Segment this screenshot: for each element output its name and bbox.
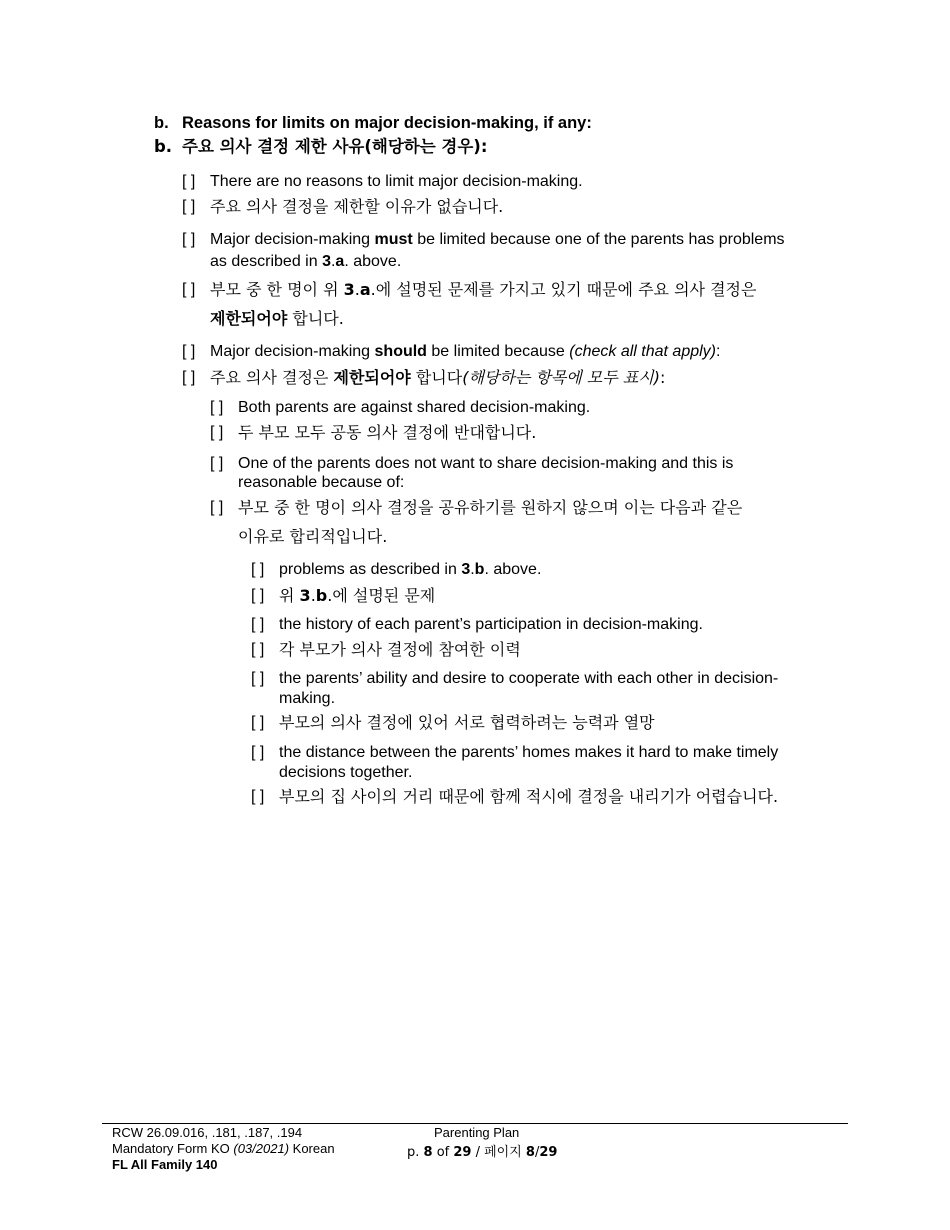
checkbox-problems-en[interactable]: [ ] [251,561,265,578]
reason-history-en: the history of each parent’s participation in decision-making. [279,616,703,633]
option-should-en [210,342,720,362]
sub-option-both-ko: 두 부모 모두 공동 의사 결정에 반대합니다. [238,423,537,442]
reason-ability-ko: 부모의 의사 결정에 있어 서로 협력하려는 능력과 열망 [279,713,655,732]
instruction-italic: (check all that apply) [569,343,716,360]
reason-distance-ko: 부모의 집 사이의 거리 때문에 함께 적시에 결정을 내리기가 어렵습니다. [279,787,779,806]
sub-option-both-en: Both parents are against shared decision-making. [238,399,591,416]
text: of [432,1145,454,1160]
footer-form-id: FL All Family 140 [112,1157,218,1172]
sub-option-one-en-line1: One of the parents does not want to share decision-making and this is [238,455,734,472]
text: be limited because one of the parents has problems [412,231,785,248]
text: as described in [210,253,323,270]
checkbox-both-ko[interactable]: [ ] [210,424,224,441]
text: .에 설명된 문제 [327,586,436,605]
text: 합니다 [410,368,463,387]
option-no-reasons-en: There are no reasons to limit major decision-making. [210,173,583,190]
checkbox-both-en[interactable]: [ ] [210,399,224,416]
option-no-reasons-ko: 주요 의사 결정을 제한할 이유가 없습니다. [210,197,504,216]
ref-subsection: a [335,253,345,270]
reason-history-ko: 각 부모가 의사 결정에 참여한 이력 [279,640,521,659]
page-total-ko: 29 [539,1145,558,1160]
section-b-title-ko: 주요 의사 결정 제한 사유(해당하는 경우): [182,137,488,156]
ref-section: 3 [343,280,355,299]
checkbox-should-en[interactable]: [ ] [182,343,196,360]
checkbox-must-ko[interactable]: [ ] [182,281,196,298]
checkbox-problems-ko[interactable]: [ ] [251,587,265,604]
text: 주요 의사 결정은 [210,368,334,387]
text: / [534,1145,540,1160]
section-b-label-ko [154,137,172,157]
text: . [470,561,475,578]
text: . [330,253,336,270]
footer-page-number [407,1145,557,1161]
emphasis-must-ko: 제한되어야 [210,309,288,328]
text: 위 [279,586,300,605]
checkbox-ability-en[interactable]: [ ] [251,670,265,687]
option-must-en-line2 [210,252,401,272]
text: .에 설명된 문제를 가지고 있기 때문에 주요 의사 결정은 [370,280,757,299]
text: Major decision-making [210,231,375,248]
footer-doc-title: Parenting Plan [434,1125,520,1140]
section-b-title-en: Reasons for limits on major decision-making, if any: [182,114,592,132]
checkbox-distance-ko[interactable]: [ ] [251,788,265,805]
text: problems as described in [279,561,462,578]
text: Korean [289,1141,335,1156]
section-label: b. [154,137,173,156]
ref-section: 3 [461,561,471,578]
page-total: 29 [453,1145,472,1160]
sub-option-one-ko-line2: 이유로 합리적입니다. [238,527,388,546]
footer-divider [102,1123,848,1124]
text: . [310,586,316,605]
emphasis-should: should [374,343,427,360]
emphasis-should-ko: 제한되어야 [333,368,411,387]
checkbox-no-reasons-ko[interactable]: [ ] [182,198,196,215]
option-must-ko-line2 [210,309,344,329]
option-must-en-line1 [210,230,785,250]
instruction-italic: (해당하는 항목에 모두 표시) [462,368,660,387]
checkbox-history-ko[interactable]: [ ] [251,641,265,658]
sub-option-one-en-line2: reasonable because of: [238,474,405,491]
reason-ability-en-line2: making. [279,690,336,707]
option-must-ko-line1 [210,280,756,300]
page-current-ko: 8 [525,1145,535,1160]
page-current: 8 [423,1145,433,1160]
ref-subsection: a [359,280,371,299]
option-should-ko [210,368,665,388]
emphasis-must: must [374,231,413,248]
checkbox-ability-ko[interactable]: [ ] [251,714,265,731]
checkbox-history-en[interactable]: [ ] [251,616,265,633]
text: 합니다. [287,309,344,328]
text: Major decision-making [210,343,375,360]
ref-section: 3 [299,586,311,605]
section-b-label-en [154,113,169,133]
ref-section: 3 [322,253,331,270]
reason-problems-ko [279,586,435,606]
text: p. [407,1145,424,1160]
checkbox-distance-en[interactable]: [ ] [251,744,265,761]
text: Mandatory Form KO [112,1141,234,1156]
text: 부모 중 한 명이 위 [210,280,344,299]
text: : [716,343,721,360]
reason-distance-en-line2: decisions together. [279,764,413,781]
footer-rcw: RCW 26.09.016, .181, .187, .194 [112,1125,303,1140]
checkbox-one-ko[interactable]: [ ] [210,499,224,516]
section-label: b. [154,114,169,132]
reason-ability-en-line1: the parents’ ability and desire to cooperate with each other in decision- [279,670,779,687]
form-date: (03/2021) [233,1141,290,1156]
text: : [659,368,666,387]
checkbox-no-reasons-en[interactable]: [ ] [182,173,196,190]
text: / 페이지 [471,1145,526,1160]
footer-form [112,1141,335,1157]
sub-option-one-ko-line1: 부모 중 한 명이 의사 결정을 공유하기를 원하지 않으며 이는 다음과 같은 [238,498,743,517]
checkbox-must-en[interactable]: [ ] [182,231,196,248]
text: . above. [484,561,542,578]
reason-distance-en-line1: the distance between the parents’ homes makes it hard to make timely [279,744,779,761]
ref-subsection: b [315,586,328,605]
text: be limited because [426,343,570,360]
ref-subsection: b [474,561,485,578]
checkbox-should-ko[interactable]: [ ] [182,369,196,386]
text: . above. [344,253,402,270]
checkbox-one-en[interactable]: [ ] [210,455,224,472]
reason-problems-en [279,560,541,580]
text: . [354,280,360,299]
